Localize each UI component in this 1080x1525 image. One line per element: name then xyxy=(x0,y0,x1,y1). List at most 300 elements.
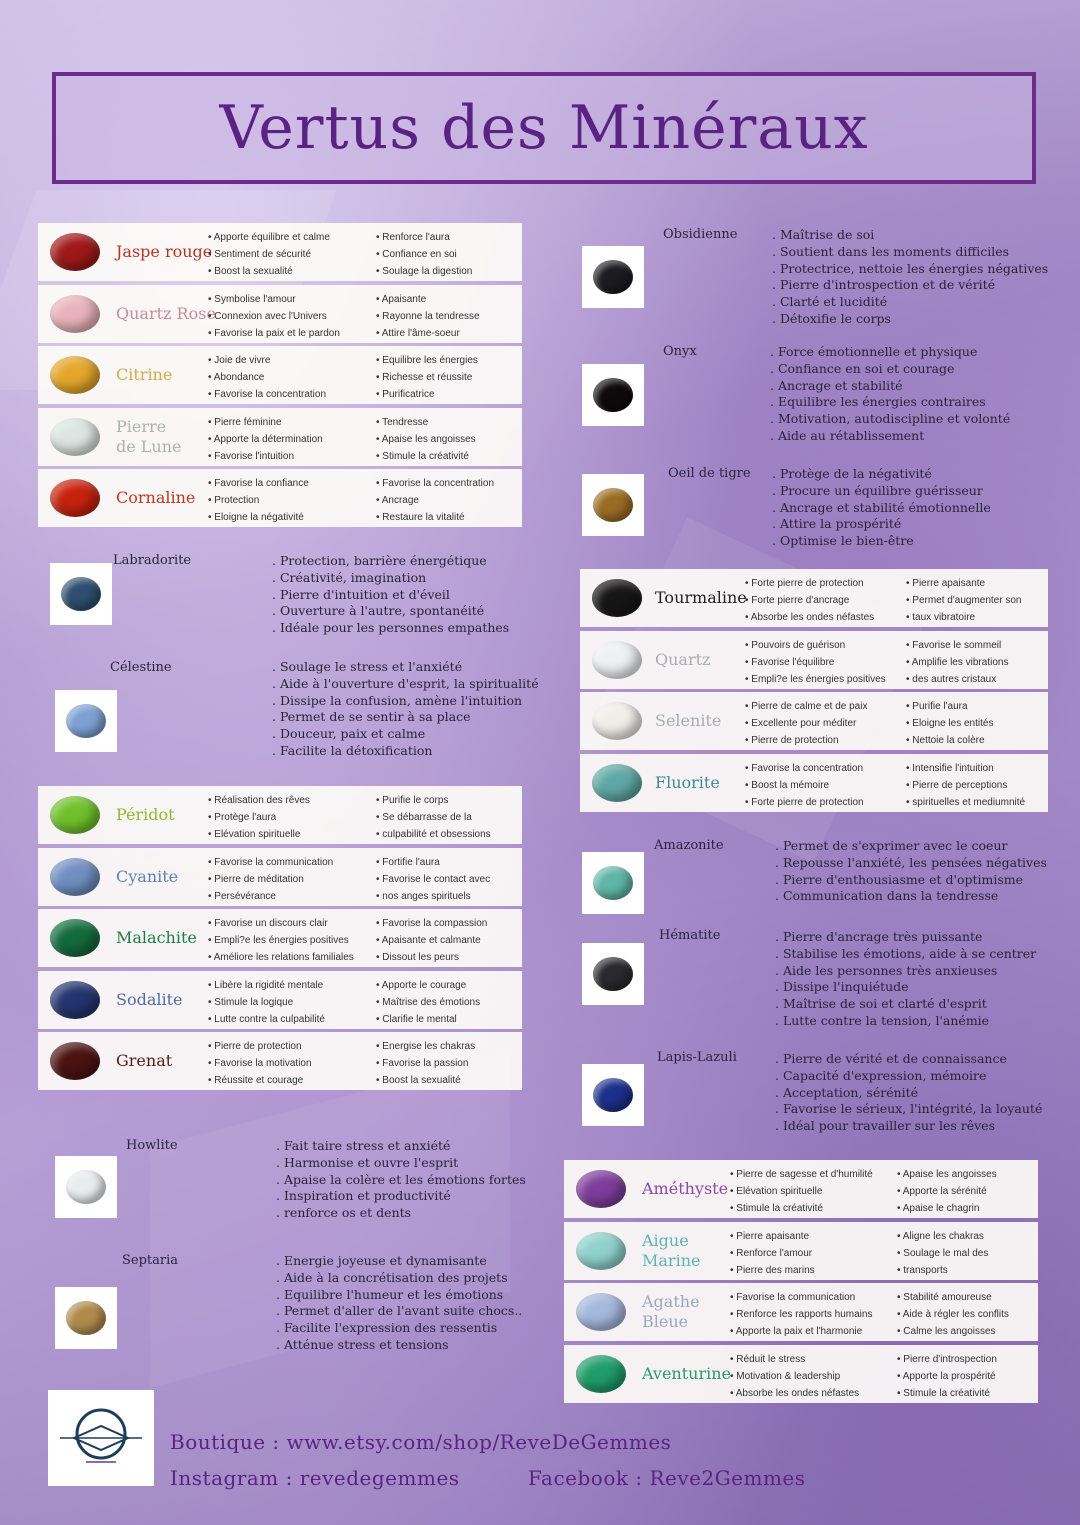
stone-image xyxy=(582,246,644,308)
virtue-item: • Lutte contre la culpabilité xyxy=(208,1011,325,1028)
virtue-item: • Stimule la créativité xyxy=(730,1200,873,1217)
gem-icon xyxy=(593,1078,633,1112)
mineral-row xyxy=(38,285,522,343)
mineral-name: Grenat xyxy=(116,1051,173,1070)
virtue-item: • Purifie le corps xyxy=(376,792,491,809)
virtue-item: • Libère la rigidité mentale xyxy=(208,977,325,994)
virtue-list xyxy=(906,760,1025,811)
instagram-handle: Instagram : revedegemmes xyxy=(170,1466,460,1490)
virtue-item: • Nettoie la colère xyxy=(906,732,993,749)
virtue-list xyxy=(772,227,1048,328)
virtue-item: . Capacité d'expression, mémoire xyxy=(775,1068,1042,1085)
facebook-handle: Facebook : Reve2Gemmes xyxy=(528,1466,806,1490)
virtue-item: . Permet de s'exprimer avec le coeur xyxy=(775,838,1047,855)
virtue-item: . Favorise le sérieux, l'intégrité, la loyauté xyxy=(775,1101,1042,1118)
virtue-item: . Equilibre les énergies contraires xyxy=(770,394,1010,411)
stone-image xyxy=(55,690,117,752)
virtue-item: . Dissipe l'inquiétude xyxy=(775,979,1036,996)
virtue-item: • Protège l'aura xyxy=(208,809,310,826)
mineral-name: Citrine xyxy=(116,365,173,384)
stone-image xyxy=(582,852,644,914)
virtue-item: . Aide à l'ouverture d'esprit, la spiritualité xyxy=(272,676,539,693)
virtue-item: . Pierre d'intuition et d'éveil xyxy=(272,587,509,604)
virtue-item: . Permet de se sentir à sa place xyxy=(272,709,539,726)
mineral-name: Jaspe rouge xyxy=(116,242,213,261)
virtue-list xyxy=(208,977,325,1028)
stone-image xyxy=(50,479,100,517)
virtue-item: • Boost la sexualité xyxy=(376,1072,475,1089)
virtue-item: . Harmonise et ouvre l'esprit xyxy=(276,1155,526,1172)
mineral-row xyxy=(564,1160,1038,1218)
mineral-row xyxy=(38,848,522,906)
virtue-item: . Pierre de vérité et de connaissance xyxy=(775,1051,1042,1068)
virtue-item: • Joie de vivre xyxy=(208,352,326,369)
virtue-item: • Amplifie les vibrations xyxy=(906,654,1008,671)
mineral-name: Pierre de Lune xyxy=(116,416,182,456)
stone-image xyxy=(50,295,100,333)
stone-image xyxy=(592,702,642,740)
virtue-item: . Fait taire stress et anxiété xyxy=(276,1138,526,1155)
mineral-row xyxy=(580,631,1048,689)
virtue-item: • Motivation & leadership xyxy=(730,1368,859,1385)
virtue-item: • Attire l'âme-soeur xyxy=(376,325,480,342)
mineral-name: Septaria xyxy=(122,1253,179,1268)
virtue-item: • Aide à régler les conflits xyxy=(897,1306,1009,1323)
stone-image xyxy=(50,563,112,625)
virtue-item: . Protectrice, nettoie les énergies négatives xyxy=(772,261,1048,278)
virtue-item: . Facilite l'expression des ressentis xyxy=(276,1320,522,1337)
virtue-item: . Aide à la concrétisation des projets xyxy=(276,1270,522,1287)
virtue-item: • Eloigne les entités xyxy=(906,715,993,732)
stone-image xyxy=(592,641,642,679)
virtue-item: • Stimule la créativité xyxy=(897,1385,997,1402)
virtue-item: • Absorbe les ondes néfastes xyxy=(730,1385,859,1402)
gem-icon xyxy=(66,1170,106,1204)
stone-image xyxy=(50,796,100,834)
virtue-list xyxy=(906,575,1021,626)
mineral-row xyxy=(38,909,522,967)
virtue-item: • Favorise la communication xyxy=(208,854,333,871)
virtue-item: • Apaise les angoisses xyxy=(897,1166,997,1183)
virtue-item: • Restaure la vitalité xyxy=(376,509,494,526)
stone-image xyxy=(55,1156,117,1218)
virtue-list xyxy=(906,637,1008,688)
virtue-item: • Empli?e les énergies positives xyxy=(208,932,354,949)
virtue-item: • Pierre de calme et de paix xyxy=(745,698,867,715)
virtue-list xyxy=(208,352,326,403)
virtue-item: • Réussite et courage xyxy=(208,1072,312,1089)
brand-logo xyxy=(48,1390,154,1486)
virtue-list xyxy=(730,1166,873,1217)
mineral-row xyxy=(38,469,522,527)
stone-image xyxy=(50,858,100,896)
virtue-item: . Atténue stress et tensions xyxy=(276,1337,522,1354)
virtue-item: • Favorise la motivation xyxy=(208,1055,312,1072)
stone-image xyxy=(592,764,642,802)
virtue-item: . Pierre d'ancrage très puissante xyxy=(775,929,1036,946)
virtue-item: • Apporte le courage xyxy=(376,977,480,994)
virtue-item: • Apporte la paix et l'harmonie xyxy=(730,1323,872,1340)
virtue-list xyxy=(376,475,494,526)
virtue-item: • Maîtrise des émotions xyxy=(376,994,480,1011)
virtue-item: • Confiance en soi xyxy=(376,246,472,263)
virtue-item: • Boost la sexualité xyxy=(208,263,330,280)
virtue-item: • Apporte la prospérité xyxy=(897,1368,997,1385)
virtue-item: • Favorise le sommeil xyxy=(906,637,1008,654)
virtue-item: . Ancrage et stabilité xyxy=(770,378,1010,395)
stone-image xyxy=(50,981,100,1019)
mineral-row xyxy=(38,408,522,466)
virtue-item: • Pierre de sagesse et d'humilité xyxy=(730,1166,873,1183)
mineral-name: Cyanite xyxy=(116,866,179,886)
virtue-item: • Symbolise l'amour xyxy=(208,291,340,308)
virtue-list xyxy=(772,466,991,550)
virtue-item: . Pierre d'introspection et de vérité xyxy=(772,277,1048,294)
virtue-item: . Force émotionnelle et physique xyxy=(770,344,1010,361)
virtue-item: • Pouvoirs de guérison xyxy=(745,637,886,654)
virtue-item: • Empli?e les énergies positives xyxy=(745,671,886,688)
virtue-list xyxy=(775,838,1047,905)
virtue-item: • Favorise la concentration xyxy=(745,760,864,777)
virtue-item: • Ancrage xyxy=(376,492,494,509)
virtue-item: • Pierre de protection xyxy=(745,732,867,749)
virtue-item: • Apaise les angoisses xyxy=(376,431,476,448)
mineral-name: Oeil de tigre xyxy=(668,466,751,481)
stone-image xyxy=(582,364,644,426)
mineral-row xyxy=(580,754,1048,812)
stone-image xyxy=(582,474,644,536)
virtue-item: • Energise les chakras xyxy=(376,1038,475,1055)
virtue-item: • Rayonne la tendresse xyxy=(376,308,480,325)
virtue-item: • Favorise l'intuition xyxy=(208,448,323,465)
virtue-item: • Pierre d'introspection xyxy=(897,1351,997,1368)
stone-image xyxy=(582,1064,644,1126)
stone-image xyxy=(50,233,100,271)
virtue-item: . Inspiration et productivité xyxy=(276,1188,526,1205)
virtue-item: . Stabilise les émotions, aide à se centrer xyxy=(775,946,1036,963)
virtue-item: • Calme les angoisses xyxy=(897,1323,1009,1340)
virtue-list xyxy=(730,1351,859,1402)
virtue-item: . Ouverture à l'autre, spontanéité xyxy=(272,603,509,620)
virtue-list xyxy=(376,229,472,280)
virtue-item: . Maîtrise de soi et clarté d'esprit xyxy=(775,996,1036,1013)
virtue-item: • Equilibre les énergies xyxy=(376,352,478,369)
virtue-list xyxy=(208,291,340,342)
virtue-list xyxy=(208,414,323,465)
gem-icon xyxy=(593,378,633,412)
mineral-name: Aigue Marine xyxy=(642,1230,701,1270)
virtue-item: . Repousse l'anxiété, les pensées négatives xyxy=(775,855,1047,872)
virtue-list xyxy=(376,854,490,905)
virtue-list xyxy=(897,1351,997,1402)
virtue-item: • Pierre féminine xyxy=(208,414,323,431)
mineral-row xyxy=(564,1283,1038,1341)
virtue-item: • Elévation spirituelle xyxy=(208,826,310,843)
virtue-item: • Persévérance xyxy=(208,888,333,905)
stone-image xyxy=(582,943,644,1005)
virtue-list xyxy=(208,854,333,905)
mineral-row xyxy=(564,1345,1038,1403)
virtue-item: . Soulage le stress et l'anxiété xyxy=(272,659,539,676)
mineral-row xyxy=(38,346,522,404)
virtue-item: • Permet d'augmenter son xyxy=(906,592,1021,609)
virtue-item: • Fortifie l'aura xyxy=(376,854,490,871)
mineral-name: Howlite xyxy=(126,1138,178,1153)
virtue-item: • Renforce les rapports humains xyxy=(730,1306,872,1323)
gem-icon xyxy=(66,704,106,738)
virtue-item: • Boost la mémoire xyxy=(745,777,864,794)
virtue-item: • Favorise l'équilibre xyxy=(745,654,886,671)
stone-image xyxy=(576,1293,626,1331)
virtue-item: • transports xyxy=(897,1262,988,1279)
mineral-name: Quartz xyxy=(655,649,711,669)
gem-icon xyxy=(66,1301,106,1335)
virtue-item: • Stabilité amoureuse xyxy=(897,1289,1009,1306)
virtue-item: • Purificatrice xyxy=(376,386,478,403)
mineral-name: Fluorite xyxy=(655,772,720,792)
virtue-item: . Protection, barrière énergétique xyxy=(272,553,509,570)
virtue-list xyxy=(376,915,487,966)
virtue-list xyxy=(208,1038,312,1089)
stone-image xyxy=(50,356,100,394)
virtue-item: • Intensifie l'intuition xyxy=(906,760,1025,777)
virtue-list xyxy=(208,915,354,966)
virtue-item: • Favorise la confiance xyxy=(208,475,309,492)
virtue-item: • Stimule la logique xyxy=(208,994,325,1011)
right-table-2 xyxy=(564,1160,1038,1406)
mineral-name: Améthyste xyxy=(642,1179,729,1198)
virtue-item: • Dissout les peurs xyxy=(376,949,487,966)
virtue-item: • Sentiment de sécurité xyxy=(208,246,330,263)
virtue-list xyxy=(276,1253,522,1354)
virtue-item: • Aligne les chakras xyxy=(897,1228,988,1245)
gem-icon xyxy=(61,577,101,611)
virtue-item: • Absorbe les ondes néfastes xyxy=(745,609,874,626)
virtue-list xyxy=(897,1166,997,1217)
virtue-item: . Equilibre l'humeur et les émotions xyxy=(276,1287,522,1304)
virtue-list xyxy=(208,792,310,843)
mineral-name: Quartz Rose xyxy=(116,303,216,323)
mineral-name: Onyx xyxy=(663,344,697,359)
virtue-item: • Pierre apaisante xyxy=(730,1228,815,1245)
mineral-name: Agathe Bleue xyxy=(642,1292,700,1331)
virtue-item: • Stimule la créativité xyxy=(376,448,476,465)
virtue-item: • Pierre des marins xyxy=(730,1262,815,1279)
virtue-item: • des autres cristaux xyxy=(906,671,1008,688)
mineral-row xyxy=(38,1032,522,1090)
mineral-name: Célestine xyxy=(110,660,172,675)
virtue-item: • Se débarrasse de la xyxy=(376,809,491,826)
virtue-item: . Procure un équilibre guérisseur xyxy=(772,483,991,500)
virtue-item: . Confiance en soi et courage xyxy=(770,361,1010,378)
gem-icon xyxy=(593,866,633,900)
virtue-list xyxy=(897,1289,1009,1340)
virtue-item: . Protège de la négativité xyxy=(772,466,991,483)
virtue-list xyxy=(897,1228,988,1279)
virtue-item: • Connexion avec l'Univers xyxy=(208,308,340,325)
virtue-item: • Pierre apaisante xyxy=(906,575,1021,592)
mineral-name: Labradorite xyxy=(113,553,192,568)
virtue-list xyxy=(376,977,480,1028)
mineral-name: Tourmaline xyxy=(655,588,747,607)
virtue-list xyxy=(208,229,330,280)
virtue-item: • Renforce l'aura xyxy=(376,229,472,246)
virtue-item: • Améliore les relations familiales xyxy=(208,949,354,966)
virtue-item: . Pierre d'enthousiasme et d'optimisme xyxy=(775,872,1047,889)
virtue-item: . Communication dans la tendresse xyxy=(775,888,1047,905)
mineral-row xyxy=(38,786,522,844)
mineral-name: Malachite xyxy=(116,928,197,947)
stone-image xyxy=(576,1232,626,1270)
virtue-item: • Soulage la digestion xyxy=(376,263,472,280)
virtue-list xyxy=(376,291,480,342)
virtue-item: • Apporte équilibre et calme xyxy=(208,229,330,246)
virtue-item: • Pierre de perceptions xyxy=(906,777,1025,794)
virtue-list xyxy=(376,414,476,465)
virtue-item: • Pierre de méditation xyxy=(208,871,333,888)
virtue-list xyxy=(745,698,867,749)
virtue-item: . Soutient dans les moments difficiles xyxy=(772,244,1048,261)
virtue-item: • Protection xyxy=(208,492,309,509)
virtue-item: . Lutte contre la tension, l'anémie xyxy=(775,1013,1036,1030)
virtue-item: • Apaise le chagrin xyxy=(897,1200,997,1217)
virtue-item: • Apporte la sérénité xyxy=(897,1183,997,1200)
virtue-item: • spirituelles et mediumnité xyxy=(906,794,1025,811)
virtue-item: • Richesse et réussite xyxy=(376,369,478,386)
virtue-item: • Favorise la paix et le pardon xyxy=(208,325,340,342)
stone-image xyxy=(50,1042,100,1080)
virtue-item: . Aide les personnes très anxieuses xyxy=(775,963,1036,980)
virtue-list xyxy=(745,575,874,626)
virtue-item: . Motivation, autodiscipline et volonté xyxy=(770,411,1010,428)
virtue-item: • Purifie l'aura xyxy=(906,698,993,715)
virtue-item: . renforce os et dents xyxy=(276,1205,526,1222)
virtue-item: • Apaisante et calmante xyxy=(376,932,487,949)
virtue-item: • Apporte la détermination xyxy=(208,431,323,448)
virtue-list xyxy=(730,1289,872,1340)
virtue-item: • Abondance xyxy=(208,369,326,386)
virtue-item: . Optimise le bien-être xyxy=(772,533,991,550)
virtue-item: • Réduit le stress xyxy=(730,1351,859,1368)
virtue-item: . Apaise la colère et les émotions fortes xyxy=(276,1172,526,1189)
virtue-list xyxy=(376,352,478,403)
mineral-row xyxy=(38,223,522,281)
virtue-item: • Soulage le mal des xyxy=(897,1245,988,1262)
mineral-name: Sodalite xyxy=(116,989,183,1009)
virtue-list xyxy=(906,698,993,749)
virtue-list xyxy=(376,792,491,843)
virtue-item: • Forte pierre d'ancrage xyxy=(745,592,874,609)
virtue-item: • Favorise la communication xyxy=(730,1289,872,1306)
mineral-row xyxy=(580,569,1048,627)
title-box xyxy=(52,72,1036,184)
left-table-1 xyxy=(38,223,522,531)
virtue-item: • Apaisante xyxy=(376,291,480,308)
virtue-list xyxy=(745,637,886,688)
stone-image xyxy=(592,579,642,617)
virtue-item: • Favorise un discours clair xyxy=(208,915,354,932)
virtue-item: . Détoxifie le corps xyxy=(772,311,1048,328)
virtue-list xyxy=(208,475,309,526)
virtue-item: • Favorise la compassion xyxy=(376,915,487,932)
virtue-item: . Idéale pour les personnes empathes xyxy=(272,620,509,637)
virtue-item: . Créativité, imagination xyxy=(272,570,509,587)
virtue-item: . Clarté et lucidité xyxy=(772,294,1048,311)
left-table-2 xyxy=(38,786,522,1094)
virtue-item: • Excellente pour méditer xyxy=(745,715,867,732)
virtue-item: . Acceptation, sérénité xyxy=(775,1085,1042,1102)
mineral-name: Cornaline xyxy=(116,488,196,507)
virtue-item: . Permet d'aller de l'avant suite chocs.. xyxy=(276,1303,522,1320)
virtue-item: • Favorise le contact avec xyxy=(376,871,490,888)
mineral-name: Selenite xyxy=(655,711,722,730)
virtue-list xyxy=(730,1228,815,1279)
mineral-name: Lapis-Lazuli xyxy=(657,1050,737,1065)
mineral-name: Hématite xyxy=(659,928,721,943)
virtue-item: • Pierre de protection xyxy=(208,1038,312,1055)
virtue-item: . Douceur, paix et calme xyxy=(272,726,539,743)
virtue-item: • culpabilité et obsessions xyxy=(376,826,491,843)
page-title: Vertus des Minéraux xyxy=(219,93,869,163)
gem-logo-icon xyxy=(56,1398,146,1478)
virtue-item: . Energie joyeuse et dynamisante xyxy=(276,1253,522,1270)
virtue-list xyxy=(770,344,1010,445)
gem-icon xyxy=(593,260,633,294)
virtue-item: • Eloigne la négativité xyxy=(208,509,309,526)
mineral-name: Aventurine xyxy=(642,1363,731,1383)
boutique-link[interactable]: Boutique : www.etsy.com/shop/ReveDeGemmes xyxy=(170,1430,672,1454)
virtue-list xyxy=(376,1038,475,1089)
virtue-item: • Forte pierre de protection xyxy=(745,575,874,592)
virtue-item: • Favorise la concentration xyxy=(208,386,326,403)
virtue-item: . Idéal pour travailler sur les rêves xyxy=(775,1118,1042,1135)
stone-image xyxy=(55,1287,117,1349)
stone-image xyxy=(576,1355,626,1393)
virtue-list xyxy=(745,760,864,811)
virtue-item: . Aide au rétablissement xyxy=(770,428,1010,445)
virtue-item: • Réalisation des rêves xyxy=(208,792,310,809)
gem-icon xyxy=(593,957,633,991)
virtue-item: • taux vibratoire xyxy=(906,609,1021,626)
mineral-row xyxy=(38,971,522,1029)
virtue-item: • Favorise la concentration xyxy=(376,475,494,492)
virtue-item: • Renforce l'amour xyxy=(730,1245,815,1262)
mineral-row xyxy=(580,692,1048,750)
virtue-list xyxy=(272,553,509,637)
virtue-list xyxy=(276,1138,526,1222)
virtue-item: . Attire la prospérité xyxy=(772,516,991,533)
virtue-list xyxy=(775,929,1036,1030)
right-table-1 xyxy=(580,569,1048,815)
virtue-item: • Favorise la passion xyxy=(376,1055,475,1072)
stone-image xyxy=(50,418,100,456)
virtue-item: . Dissipe la confusion, amène l'intuition xyxy=(272,693,539,710)
virtue-item: • Clarifie le mental xyxy=(376,1011,480,1028)
virtue-item: . Maîtrise de soi xyxy=(772,227,1048,244)
stone-image xyxy=(576,1170,626,1208)
virtue-item: . Facilite la détoxification xyxy=(272,743,539,760)
gem-icon xyxy=(593,488,633,522)
mineral-name: Amazonite xyxy=(654,838,724,853)
virtue-item: • Forte pierre de protection xyxy=(745,794,864,811)
virtue-item: • nos anges spirituels xyxy=(376,888,490,905)
mineral-row xyxy=(564,1222,1038,1280)
stone-image xyxy=(50,919,100,957)
mineral-name: Péridot xyxy=(116,805,175,824)
mineral-name: Obsidienne xyxy=(663,227,738,242)
virtue-item: • Elévation spirituelle xyxy=(730,1183,873,1200)
virtue-item: . Ancrage et stabilité émotionnelle xyxy=(772,500,991,517)
